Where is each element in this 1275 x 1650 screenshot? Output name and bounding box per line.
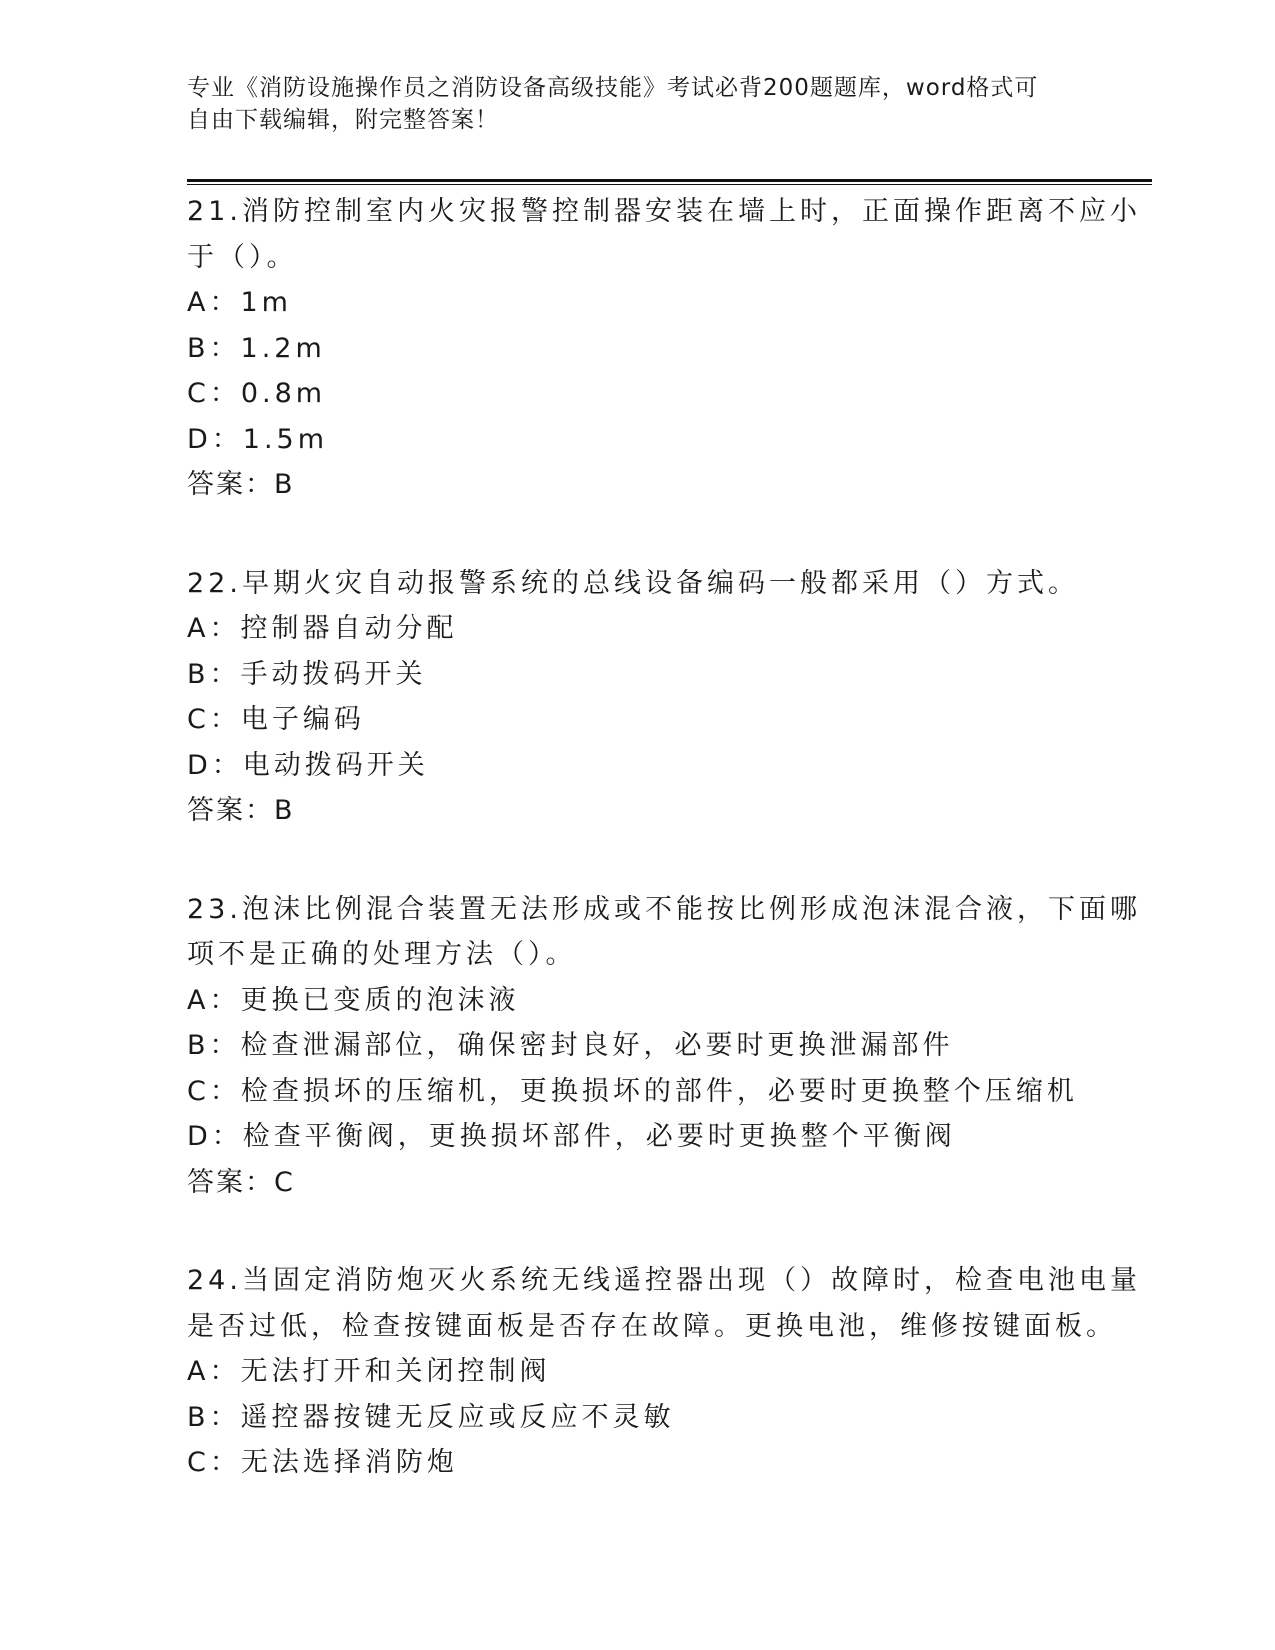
option-c: C：0.8m — [187, 378, 327, 409]
option-c: C：检查损坏的压缩机，更换损坏的部件，必要时更换整个压缩机 — [187, 1075, 1078, 1107]
option-a: A：无法打开和关闭控制阀 — [187, 1356, 551, 1387]
answer-line: 答案：C — [187, 1166, 295, 1198]
option-d: D：1.5m — [187, 423, 329, 455]
question-stem — [187, 561, 1087, 607]
option-a: A：控制器自动分配 — [187, 613, 458, 644]
header-divider-thin — [187, 184, 1152, 185]
stem-line: 项不是正确的处理方法（）。 — [187, 939, 577, 970]
answer-line: 答案：B — [187, 469, 295, 500]
option-d: D：电动拨码开关 — [187, 749, 429, 781]
stem-line: 21.消防控制室内火灾报警控制器安装在墙上时，正面操作距离不应小 — [187, 196, 1141, 227]
option-c: C：无法选择消防炮 — [187, 1447, 458, 1478]
header-line-2: 自由下载编辑，附完整答案！ — [187, 107, 499, 133]
stem-line: 23.泡沫比例混合装置无法形成或不能按比例形成泡沫混合液，下面哪 — [187, 893, 1141, 925]
option-b: B：1.2m — [187, 332, 326, 364]
question-stem — [187, 189, 1141, 280]
option-b: B：检查泄漏部位，确保密封良好，必要时更换泄漏部件 — [187, 1030, 954, 1061]
question-24 — [187, 1258, 1141, 1486]
question-21 — [187, 189, 1141, 508]
stem-line: 是否过低，检查按键面板是否存在故障。更换电池，维修按键面板。 — [187, 1310, 1117, 1342]
option-a: A：更换已变质的泡沫液 — [187, 984, 520, 1016]
option-c: C：电子编码 — [187, 704, 365, 735]
question-stem — [187, 887, 1141, 978]
question-23 — [187, 887, 1141, 1206]
stem-line: 于（）。 — [187, 241, 298, 273]
stem-line: 24.当固定消防炮灭火系统无线遥控器出现（）故障时，检查电池电量 — [187, 1265, 1141, 1296]
option-b: B：遥控器按键无反应或反应不灵敏 — [187, 1401, 675, 1433]
header-line-1: 专业《消防设施操作员之消防设备高级技能》考试必背200题题库，word格式可 — [187, 75, 1039, 101]
answer-line: 答案：B — [187, 795, 295, 826]
stem-line: 22.早期火灾自动报警系统的总线设备编码一般都采用（）方式。 — [187, 567, 1079, 599]
option-a: A：1m — [187, 287, 292, 318]
option-b: B：手动拨码开关 — [187, 658, 427, 690]
header-divider-thick — [187, 179, 1152, 182]
question-list — [187, 189, 1141, 1539]
option-d: D：检查平衡阀，更换损坏部件，必要时更换整个平衡阀 — [187, 1121, 956, 1152]
question-stem — [187, 1258, 1141, 1349]
question-22 — [187, 561, 1087, 834]
document-header — [187, 72, 1067, 136]
